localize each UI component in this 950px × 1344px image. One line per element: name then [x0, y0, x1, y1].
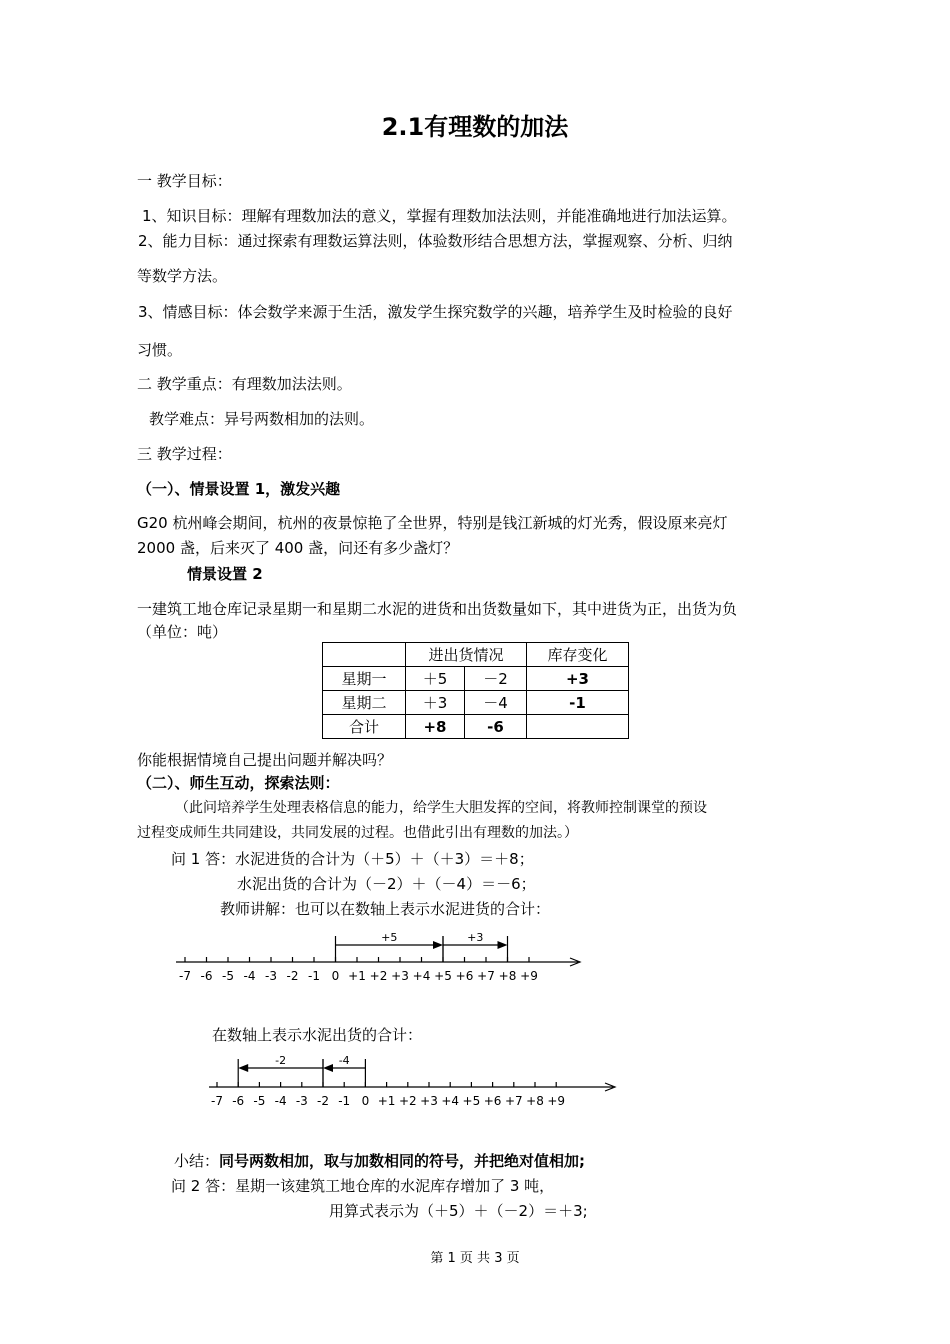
- table-cell: －2: [465, 667, 527, 691]
- outgoing-caption: 在数轴上表示水泥出货的合计：: [212, 1026, 423, 1044]
- tick-label: -5: [253, 1094, 266, 1108]
- scenario-2-line1: 一建筑工地仓库记录星期一和星期二水泥的进货和出货数量如下，其中进货为正，出货为负: [137, 600, 738, 618]
- tick-label: +4: [441, 1094, 460, 1108]
- table-cell: 合计: [323, 715, 406, 739]
- tick-label: -3: [295, 1094, 308, 1108]
- tick-label: +8: [526, 1094, 544, 1108]
- tick-label: -5: [222, 969, 234, 983]
- jump-arrow: [336, 931, 444, 962]
- difficulty: 教学难点：异号两数相加的法则。: [149, 410, 375, 428]
- tick-label: +8: [498, 969, 517, 983]
- tick-label: +9: [547, 1094, 566, 1108]
- heading-scenario-2: 情景设置 2: [187, 565, 263, 583]
- number-line-outgoing: [203, 1050, 623, 1110]
- tick-label: +9: [520, 969, 538, 983]
- tick-label: -1: [308, 969, 320, 983]
- scenario-2-line2: （单位：吨）: [137, 623, 228, 641]
- table-cell: －4: [465, 691, 527, 715]
- number-line-incoming: [170, 928, 590, 986]
- table-header-cell: 库存变化: [527, 643, 629, 667]
- summary-label: 小结：: [174, 1152, 220, 1170]
- jump-label: -4: [338, 1054, 350, 1067]
- tick-label: +2: [398, 1094, 417, 1108]
- table-cell: -6: [465, 715, 527, 739]
- table-header-cell: 进出货情况: [406, 643, 527, 667]
- section-key-point: 二 教学重点：有理数加法法则。: [137, 375, 352, 393]
- goal-knowledge: 1、知识目标：理解有理数加法的意义，掌握有理数加法法则，并能准确地进行加法运算。: [142, 207, 737, 225]
- table-cell: 星期一: [323, 667, 406, 691]
- arrow-head: [433, 941, 443, 949]
- jump-label: +3: [467, 931, 484, 944]
- goal-ability-line2: 等数学方法。: [137, 267, 228, 285]
- jump-label: -2: [275, 1054, 287, 1067]
- table-row: [323, 667, 629, 691]
- tick-label: -7: [179, 969, 191, 983]
- table-cell: 星期二: [323, 691, 406, 715]
- tick-label: -2: [286, 969, 299, 983]
- tick-label: +5: [434, 969, 452, 983]
- tick-label: -3: [265, 969, 277, 983]
- jump-arrow: [443, 931, 508, 962]
- table-cell: ＋3: [406, 691, 465, 715]
- tick-label: -1: [338, 1094, 351, 1108]
- answer-2-line2: 用算式表示为（＋5）＋（－2）＝＋3;: [329, 1202, 588, 1220]
- tick-label: +3: [420, 1094, 438, 1108]
- table-row: [323, 691, 629, 715]
- summary: [174, 1151, 585, 1171]
- table-cell: +8: [406, 715, 465, 739]
- tick-label: -2: [317, 1094, 329, 1108]
- tick-label: +1: [348, 969, 366, 983]
- goal-ability-line1: 2、能力目标：通过探索有理数运算法则，体验数形结合思想方法，掌握观察、分析、归纳: [138, 232, 733, 250]
- tick-label: +7: [477, 969, 495, 983]
- table-cell: -1: [527, 691, 629, 715]
- table-header-cell: [323, 643, 406, 667]
- jump-label: +5: [381, 931, 398, 944]
- tick-label: +3: [391, 969, 409, 983]
- table-cell: ＋5: [406, 667, 465, 691]
- tick-label: +4: [412, 969, 431, 983]
- tick-label: 0: [361, 1094, 370, 1108]
- heading-scenario-1: （一）、情景设置 1，激发兴趣: [137, 480, 341, 498]
- arrow-head: [238, 1064, 248, 1072]
- note-line2: 过程变成师生共同建设，共同发展的过程。也借此引出有理数的加法。）: [137, 825, 578, 841]
- page-title: 2.1有理数的加法: [381, 113, 569, 141]
- table-cell: [527, 715, 629, 739]
- tick-label: +6: [483, 1094, 502, 1108]
- tick-label: 0: [331, 969, 340, 983]
- tick-label: -4: [243, 969, 256, 983]
- summary-rule: 同号两数相加，取与加数相同的符号，并把绝对值相加;: [219, 1152, 586, 1170]
- answer-1-line1: 问 1 答：水泥进货的合计为（＋5）＋（＋3）＝＋8；: [171, 850, 534, 868]
- section-objectives: 一 教学目标：: [137, 172, 232, 190]
- inventory-table: [322, 642, 629, 739]
- section-process: 三 教学过程：: [137, 445, 232, 463]
- arrow-head: [498, 941, 508, 949]
- answer-2-line1: 问 2 答：星期一该建筑工地仓库的水泥库存增加了 3 吨，: [171, 1177, 555, 1195]
- tick-label: +5: [462, 1094, 481, 1108]
- scenario-1-line1: G20 杭州峰会期间，杭州的夜景惊艳了全世界，特别是钱江新城的灯光秀，假设原来亮灯: [137, 514, 728, 532]
- tick-label: -6: [232, 1094, 245, 1108]
- tick-label: +1: [377, 1094, 396, 1108]
- tick-label: +6: [455, 969, 474, 983]
- answer-1-line2: 水泥出货的合计为（－2）＋（－4）＝－6；: [237, 875, 536, 893]
- table-header-row: [323, 643, 629, 667]
- teacher-explanation: 教师讲解：也可以在数轴上表示水泥进货的合计：: [220, 900, 551, 918]
- table-cell: +3: [527, 667, 629, 691]
- tick-label: +7: [504, 1094, 523, 1108]
- tick-label: -7: [211, 1094, 223, 1108]
- note-line1: （此问培养学生处理表格信息的能力，给学生大胆发挥的空间，将教师控制课堂的预设: [175, 800, 707, 816]
- page-footer: 第 1 页 共 3 页: [430, 1251, 520, 1266]
- scenario-1-line2: 2000 盏，后来灭了 400 盏，问还有多少盏灯？: [137, 539, 459, 557]
- tick-label: -4: [274, 1094, 287, 1108]
- table-row: [323, 715, 629, 739]
- question-prompt: 你能根据情境自己提出问题并解决吗？: [137, 751, 393, 769]
- arrow-head: [323, 1064, 333, 1072]
- goal-emotion-line1: 3、情感目标：体会数学来源于生活，激发学生探究数学的兴趣，培养学生及时检验的良好: [138, 303, 733, 321]
- tick-label: -6: [200, 969, 213, 983]
- goal-emotion-line2: 习惯。: [137, 341, 183, 359]
- tick-label: +2: [369, 969, 388, 983]
- heading-interaction: （二）、师生互动，探索法则：: [137, 774, 340, 792]
